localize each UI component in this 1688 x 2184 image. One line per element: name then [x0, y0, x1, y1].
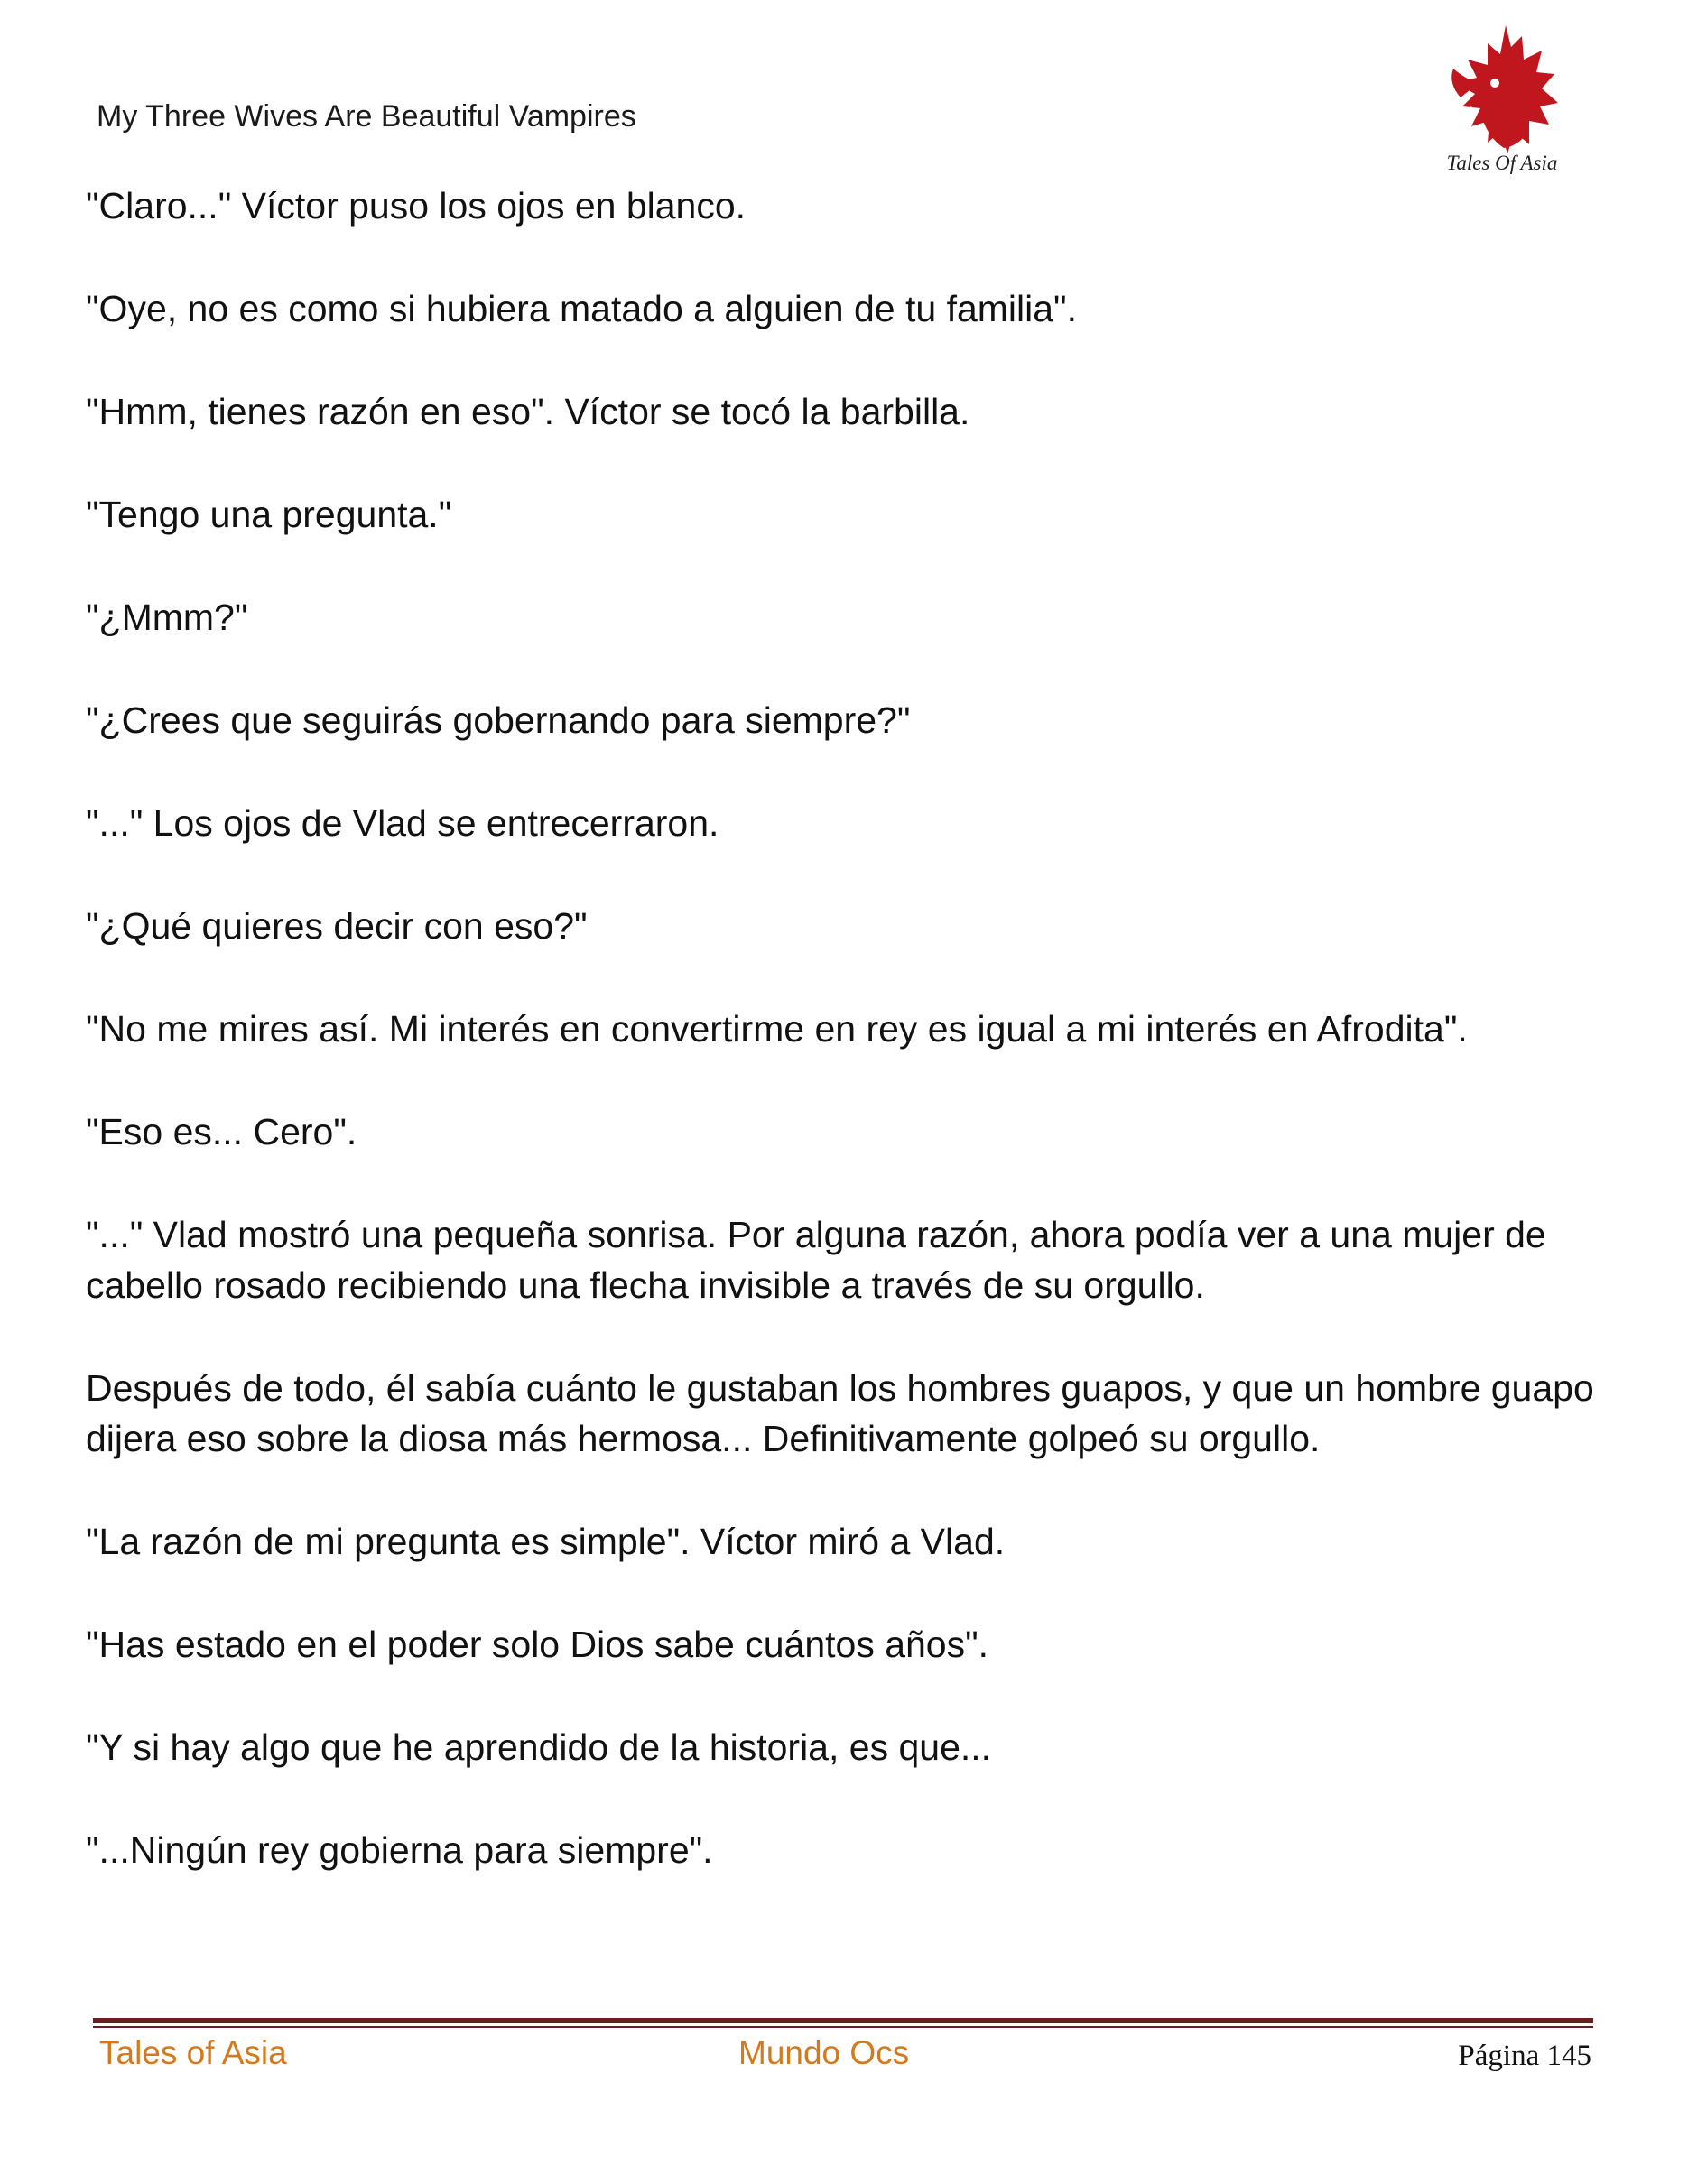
dragon-logo-icon — [1435, 20, 1566, 182]
paragraph: "Claro..." Víctor puso los ojos en blanco. — [86, 185, 747, 227]
paragraph: Después de todo, él sabía cuánto le gustaban los hombres guapos, y que un hombre guapo dijera eso sobre la diosa más hermosa... Definitivamente golpeó su orgullo. — [86, 1367, 1594, 1459]
paragraph: "No me mires así. Mi interés en convertirme en rey es igual a mi interés en Afrodita". — [86, 1008, 1468, 1050]
paragraph: "La razón de mi pregunta es simple". Víctor miró a Vlad. — [86, 1521, 1006, 1562]
page-number: Página 145 — [1458, 2040, 1591, 2072]
footer-divider — [93, 2018, 1593, 2028]
paragraph: "¿Mmm?" — [86, 597, 248, 638]
paragraph: "..." Los ojos de Vlad se entrecerraron. — [86, 802, 719, 844]
paragraph: "Tengo una pregunta." — [86, 494, 452, 535]
footer-center-text: Mundo Ocs — [738, 2034, 910, 2071]
paragraph: "¿Qué quieres decir con eso?" — [86, 905, 588, 947]
paragraph: "..." Vlad mostró una pequeña sonrisa. Por alguna razón, ahora podía ver a una mujer de cabello rosado recibiendo una flecha invisible a través de su orgullo. — [86, 1214, 1546, 1306]
paragraph: "Eso es... Cero". — [86, 1111, 357, 1152]
document-body — [86, 180, 1602, 1928]
paragraph: "...Ningún rey gobierna para siempre". — [86, 1829, 713, 1871]
logo-text: Tales Of Asia — [1446, 152, 1558, 174]
paragraph: "Has estado en el poder solo Dios sabe cuántos años". — [86, 1624, 989, 1665]
paragraph: "Oye, no es como si hubiera matado a alguien de tu familia". — [86, 288, 1077, 329]
paragraph: "¿Crees que seguirás gobernando para siempre?" — [86, 699, 911, 741]
paragraph: "Hmm, tienes razón en eso". Víctor se tocó la barbilla. — [86, 391, 970, 432]
paragraph: "Y si hay algo que he aprendido de la historia, es que... — [86, 1726, 992, 1768]
footer-publisher: Tales of Asia — [99, 2034, 287, 2071]
document-header-title: My Three Wives Are Beautiful Vampires — [97, 99, 636, 134]
